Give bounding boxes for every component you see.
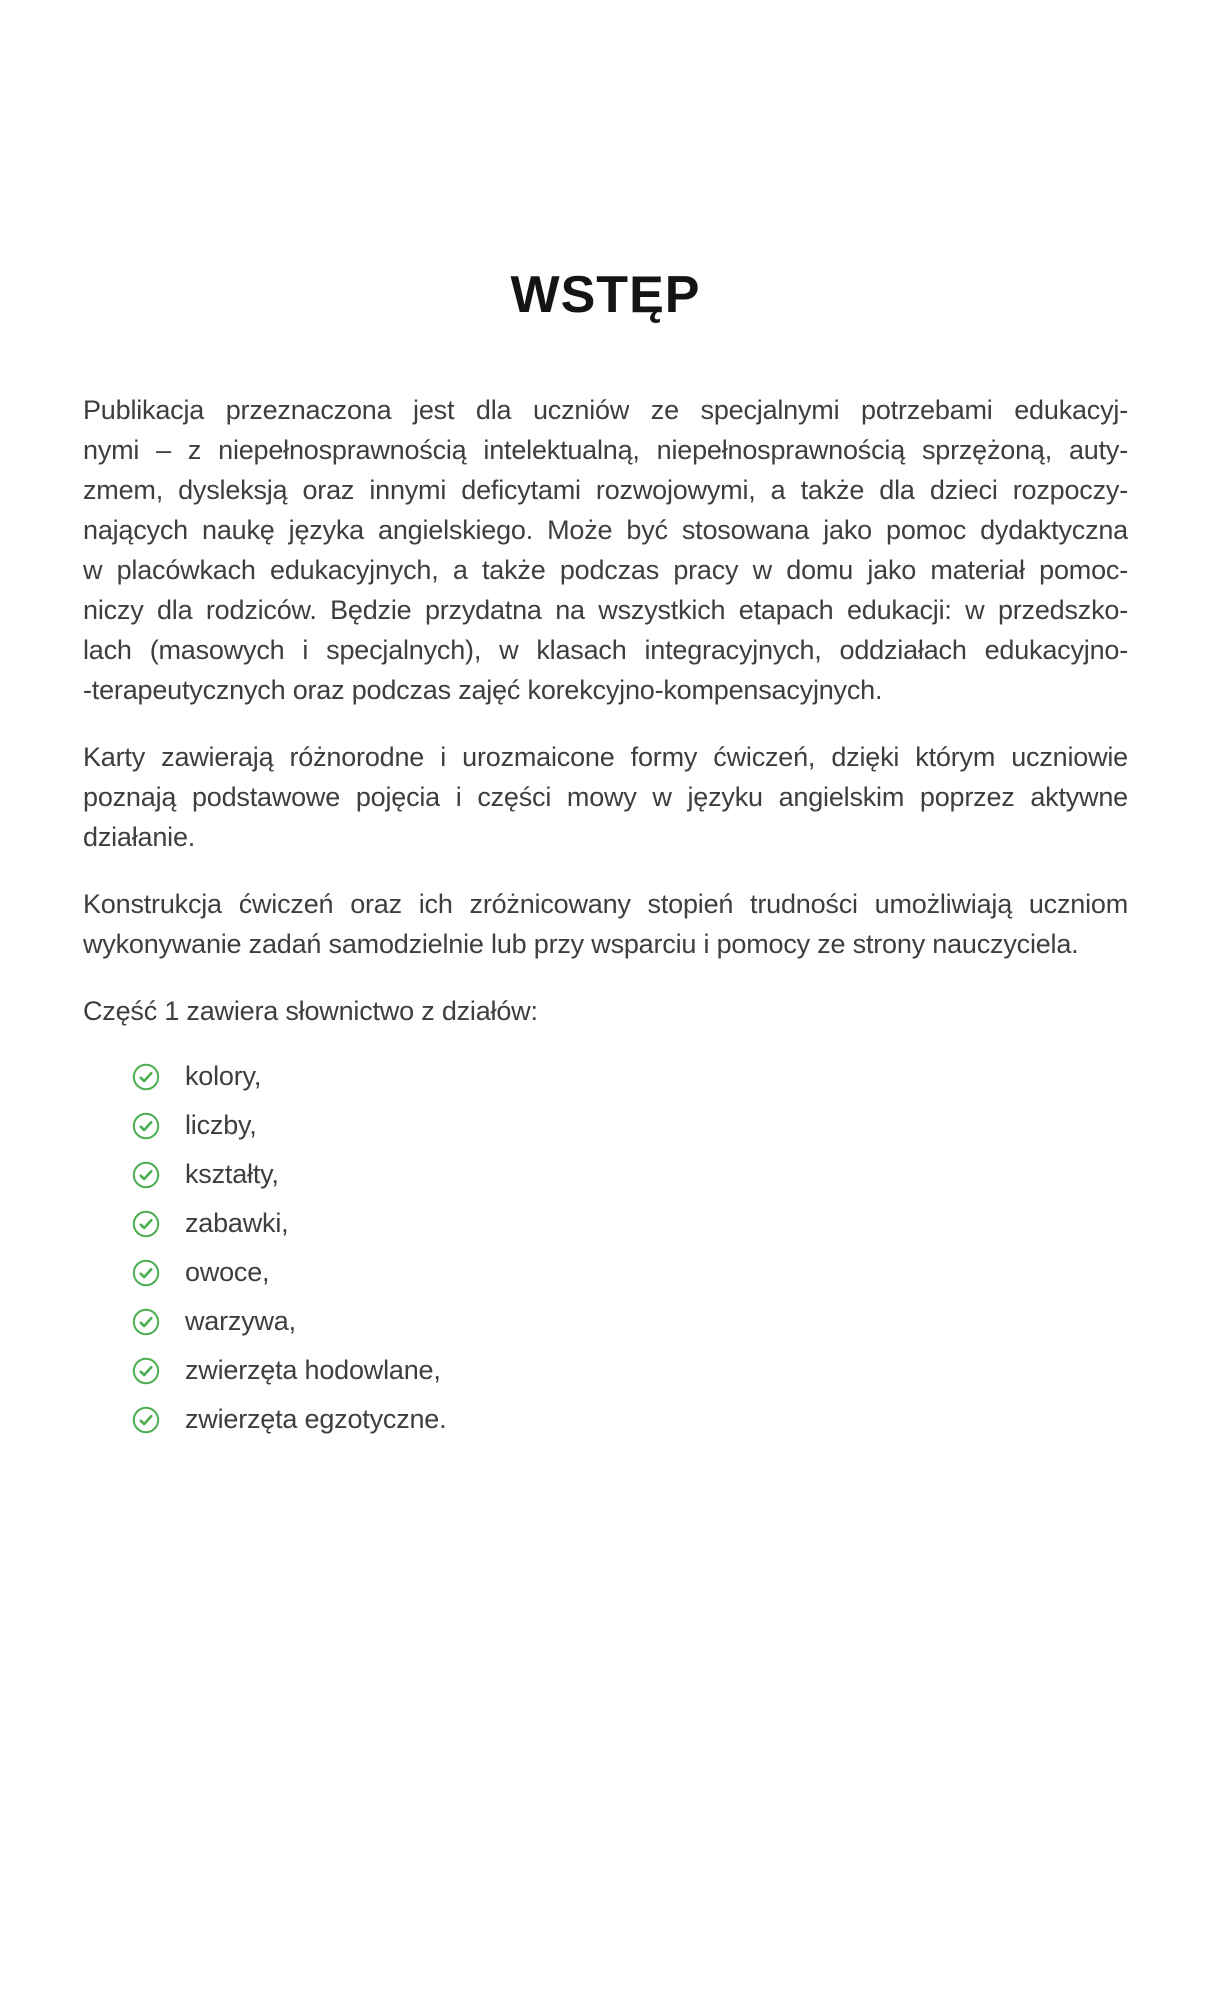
list-item [132, 1297, 1128, 1346]
check-circle-icon [132, 1259, 160, 1287]
paragraph-line: nających naukę języka angielskiego. Może być stosowana jako pomoc dydaktyczna [83, 515, 1128, 545]
paragraph-line: Część 1 zawiera słownictwo z działów: [83, 996, 538, 1026]
paragraph-line: -terapeutycznych oraz podczas zajęć korekcyjno-kompensacyjnych. [83, 675, 883, 705]
check-circle-icon [132, 1161, 160, 1189]
document-page [83, 266, 1128, 1444]
paragraph-line: zmem, dysleksją oraz innymi deficytami rozwojowymi, a także dla dzieci rozpoczy- [83, 475, 1128, 505]
intro-paragraphs [83, 390, 1128, 1031]
list-item-label: warzywa, [185, 1306, 296, 1336]
list-item [132, 1199, 1128, 1248]
check-circle-icon [132, 1357, 160, 1385]
paragraph-line: Konstrukcja ćwiczeń oraz ich zróżnicowany stopień trudności umożliwiają uczniom [83, 889, 1128, 919]
paragraph [83, 991, 1128, 1031]
paragraph-line: w placówkach edukacyjnych, a także podczas pracy w domu jako materiał pomoc- [83, 555, 1128, 585]
list-item [132, 1248, 1128, 1297]
list-item-label: zabawki, [185, 1208, 289, 1238]
list-item-label: kolory, [185, 1061, 262, 1091]
paragraph-line: poznają podstawowe pojęcia i części mowy w języku angielskim poprzez aktywne [83, 782, 1128, 812]
list-item-label: kształty, [185, 1159, 279, 1189]
check-circle-icon [132, 1112, 160, 1140]
list-item [132, 1150, 1128, 1199]
list-item-label: owoce, [185, 1257, 270, 1287]
list-item-label: zwierzęta hodowlane, [185, 1355, 441, 1385]
list-item [132, 1346, 1128, 1395]
paragraph-line: niczy dla rodziców. Będzie przydatna na wszystkich etapach edukacji: w przedszko- [83, 595, 1128, 625]
paragraph-line: Publikacja przeznaczona jest dla uczniów ze specjalnymi potrzebami edukacyj- [83, 395, 1128, 425]
paragraph [83, 737, 1128, 857]
check-circle-icon [132, 1063, 160, 1091]
content [83, 390, 1128, 1444]
paragraph-line: działanie. [83, 822, 196, 852]
paragraph-line: lach (masowych i specjalnych), w klasach integracyjnych, oddziałach edukacyjno- [83, 635, 1128, 665]
list-item-label: zwierzęta egzotyczne. [185, 1404, 447, 1434]
paragraph [83, 390, 1128, 710]
paragraph-line: nymi – z niepełnosprawnością intelektualną, niepełnosprawnością sprzężoną, auty- [83, 435, 1128, 465]
paragraph-line: Karty zawierają różnorodne i urozmaicone formy ćwiczeń, dzięki którym uczniowie [83, 742, 1128, 772]
list-item [132, 1101, 1128, 1150]
paragraph-line: wykonywanie zadań samodzielnie lub przy wsparciu i pomocy ze strony nauczyciela. [83, 929, 1079, 959]
check-circle-icon [132, 1308, 160, 1336]
list-item-label: liczby, [185, 1110, 257, 1140]
check-circle-icon [132, 1210, 160, 1238]
list-item [132, 1052, 1128, 1101]
topics-list [83, 1052, 1128, 1444]
page-title: WSTĘP [510, 266, 701, 324]
list-item [132, 1395, 1128, 1444]
check-circle-icon [132, 1406, 160, 1434]
paragraph [83, 884, 1128, 964]
